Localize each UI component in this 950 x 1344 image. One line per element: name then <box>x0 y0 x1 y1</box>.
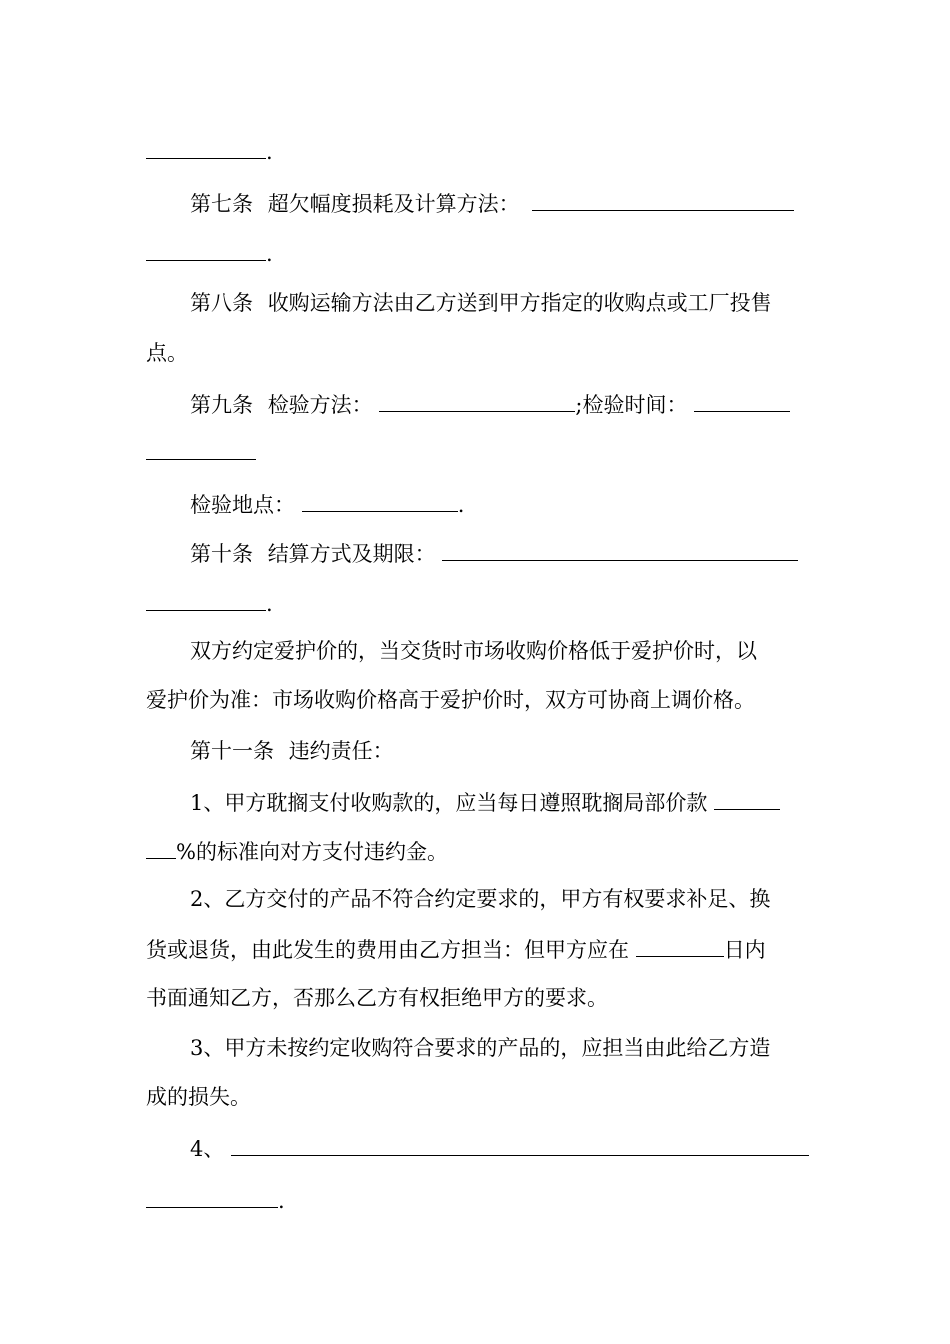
fill-blank[interactable] <box>146 242 266 261</box>
item-text: 2、乙方交付的产品不符合约定要求的，甲方有权要求补足、换 <box>190 887 771 911</box>
article-heading: 第十条 <box>190 542 253 566</box>
item-3 <box>190 1038 770 1059</box>
paragraph-text: 双方约定爱护价的，当交货时市场收购价格低于爱护价时，以 <box>190 639 757 663</box>
item-1 <box>190 791 780 814</box>
article-heading: 第十一条 <box>190 739 274 763</box>
continuation-line-1 <box>146 140 273 163</box>
inspection-time-blank[interactable] <box>694 393 790 412</box>
item-3-continued <box>146 1087 251 1108</box>
item-text: 书面通知乙方，否那么乙方有权拒绝甲方的要求。 <box>146 986 608 1010</box>
inspection-method-label: 检验方法： <box>267 393 373 417</box>
article-heading: 第七条 <box>190 192 253 216</box>
article-text: 点。 <box>146 341 188 365</box>
item-text: 1、甲方耽搁支付收购款的，应当每日遵照耽搁局部价款 <box>190 791 708 815</box>
fill-blank[interactable] <box>231 1137 809 1156</box>
continuation-line-3 <box>146 592 273 615</box>
article-7 <box>190 192 794 215</box>
fill-blank[interactable] <box>714 791 780 810</box>
fill-blank[interactable] <box>146 1189 278 1208</box>
article-8 <box>190 293 772 314</box>
fill-blank[interactable] <box>146 140 266 159</box>
article-11 <box>190 741 394 762</box>
article-text: 违约责任： <box>288 739 394 763</box>
days-blank[interactable] <box>636 938 724 957</box>
item-1-continued <box>146 840 448 863</box>
fill-blank[interactable] <box>146 441 256 460</box>
paragraph-text: 爱护价为准：市场收购价格高于爱护价时，双方可协商上调价格。 <box>146 688 755 712</box>
item-text: 成的损失。 <box>146 1085 251 1109</box>
continuation-line-4 <box>146 1189 285 1212</box>
period: . <box>266 242 273 266</box>
article-9-continued <box>146 441 256 464</box>
period: . <box>266 140 273 164</box>
article-heading: 第八条 <box>190 291 253 315</box>
item-4 <box>190 1137 809 1160</box>
item-2-continued-2 <box>146 988 608 1009</box>
item-2-continued <box>146 938 766 961</box>
fill-blank[interactable] <box>442 542 798 561</box>
article-heading: 第九条 <box>190 393 253 417</box>
item-2 <box>190 889 770 910</box>
inspection-time-label: ;检验时间： <box>575 393 688 417</box>
inspection-place-label: 检验地点： <box>190 493 295 517</box>
fill-blank[interactable] <box>532 192 794 211</box>
period: . <box>278 1189 285 1213</box>
fill-blank[interactable] <box>146 592 266 611</box>
price-paragraph-continued <box>146 690 755 711</box>
period: . <box>266 592 273 616</box>
item-text: 3、甲方未按约定收购符合要求的产品的，应担当由此给乙方造 <box>190 1036 771 1060</box>
article-9 <box>190 393 790 416</box>
inspection-place <box>190 493 464 516</box>
inspection-place-blank[interactable] <box>302 493 458 512</box>
period: . <box>457 493 465 517</box>
article-text: 结算方式及期限： <box>267 542 436 566</box>
fill-blank[interactable] <box>146 840 176 859</box>
continuation-line-2 <box>146 242 273 265</box>
item-text: 货或退货，由此发生的费用由乙方担当：但甲方应在 <box>146 938 629 962</box>
article-text: 超欠幅度损耗及计算方法： <box>267 192 520 216</box>
item-text: 日内 <box>723 938 766 962</box>
article-text: 收购运输方法由乙方送到甲方指定的收购点或工厂投售 <box>267 291 772 315</box>
item-text: %的标准向对方支付违约金。 <box>176 840 448 864</box>
article-10 <box>190 542 798 565</box>
inspection-method-blank[interactable] <box>379 393 575 412</box>
price-paragraph <box>190 641 757 662</box>
article-8-continued <box>146 343 188 364</box>
item-label: 4、 <box>190 1137 225 1161</box>
